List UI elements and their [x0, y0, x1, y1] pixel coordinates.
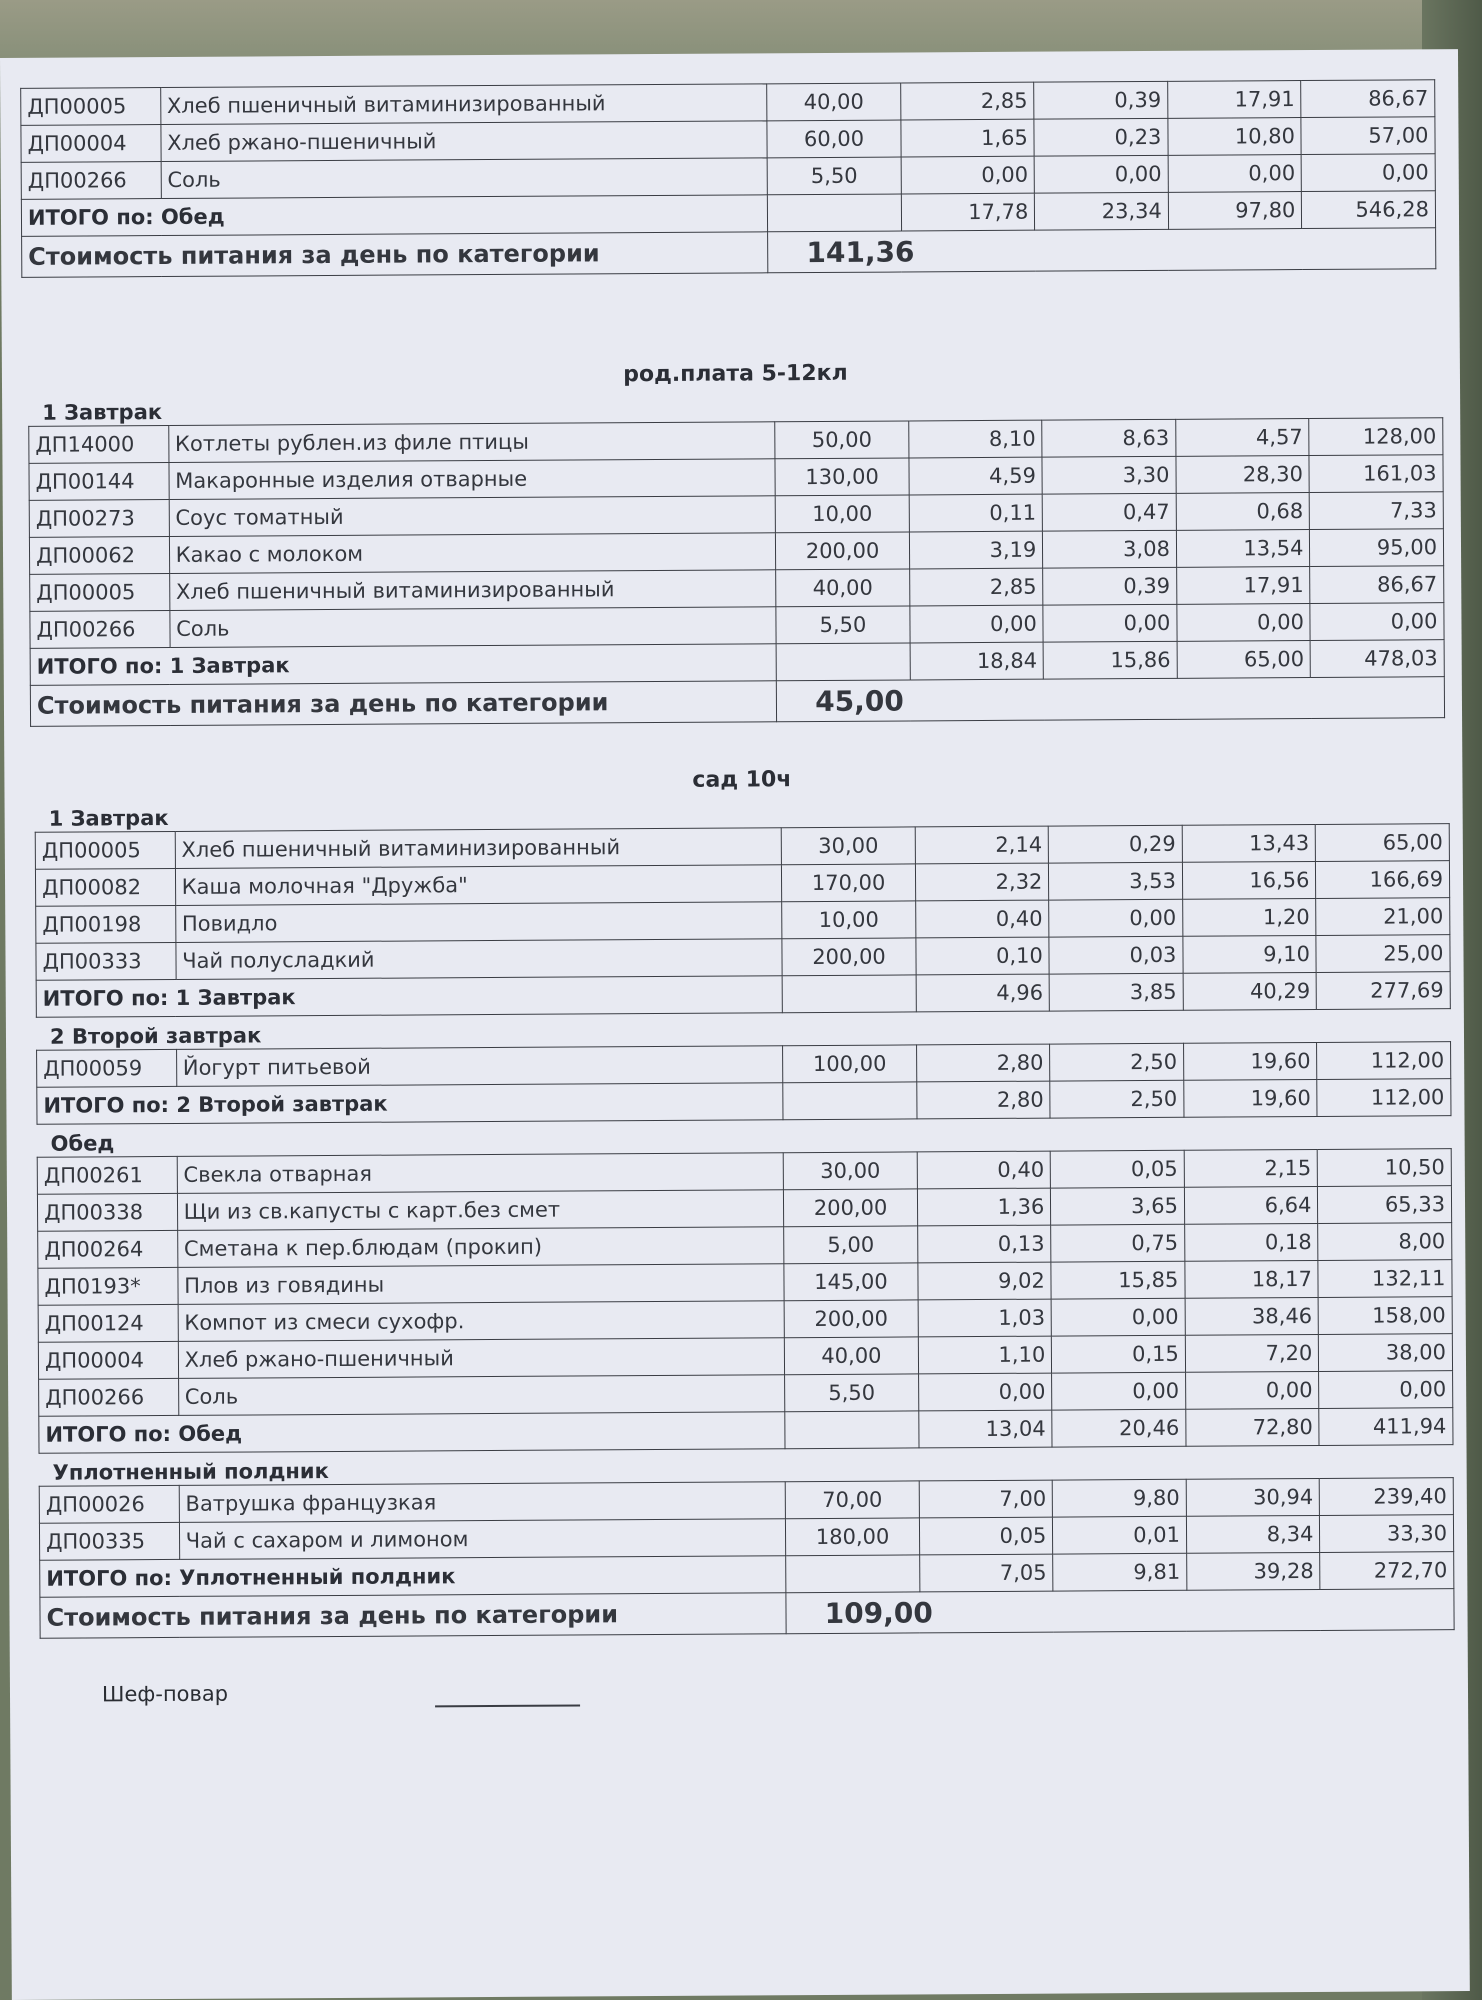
section-category-2 — [28, 349, 1445, 727]
item-protein: 1,10 — [918, 1336, 1052, 1374]
item-fat: 3,30 — [1042, 456, 1176, 494]
item-protein: 7,00 — [919, 1480, 1053, 1518]
item-code: ДП00273 — [29, 499, 169, 537]
item-fat: 9,80 — [1053, 1479, 1187, 1517]
item-fat: 8,63 — [1042, 419, 1176, 457]
item-code: ДП00338 — [37, 1193, 177, 1231]
item-fat: 0,00 — [1049, 899, 1183, 937]
meal-title: Обед — [50, 1131, 115, 1156]
menu-table — [39, 1477, 1455, 1639]
item-fat: 3,53 — [1049, 862, 1183, 900]
item-name: Какао с молоком — [169, 533, 776, 574]
item-name: Повидло — [175, 902, 782, 943]
item-carbs: 9,10 — [1183, 935, 1317, 973]
item-code: ДП00005 — [30, 573, 170, 611]
cost-row: Стоимость питания за день по категории 141,36 — [22, 228, 1436, 278]
item-weight: 40,00 — [767, 83, 901, 121]
item-energy: 33,30 — [1320, 1515, 1454, 1553]
category-title: сад 10ч — [692, 767, 792, 793]
item-name: Чай с сахаром и лимоном — [179, 1519, 786, 1560]
item-energy: 86,67 — [1310, 566, 1444, 604]
item-energy: 0,00 — [1310, 603, 1444, 641]
item-code: ДП00124 — [38, 1304, 178, 1342]
total-row: ИТОГО по: 1 Завтрак 18,84 15,86 65,00 478,03 — [30, 640, 1444, 686]
item-carbs: 0,00 — [1177, 604, 1311, 642]
item-name: Хлеб пшеничный витаминизированный — [169, 570, 776, 611]
item-energy: 21,00 — [1316, 898, 1450, 936]
menu-table — [37, 1148, 1454, 1454]
item-protein: 4,59 — [909, 457, 1043, 495]
item-energy: 0,00 — [1302, 154, 1436, 192]
item-name: Хлеб ржано-пшеничный — [161, 121, 768, 162]
item-protein: 0,10 — [916, 937, 1050, 975]
item-fat: 0,00 — [1052, 1372, 1186, 1410]
item-fat: 0,29 — [1049, 825, 1183, 863]
item-fat: 0,03 — [1049, 936, 1183, 974]
item-name: Ватрушка французкая — [179, 1482, 786, 1523]
item-carbs: 8,34 — [1186, 1515, 1320, 1553]
menu-table — [36, 1041, 1451, 1125]
item-carbs: 19,60 — [1183, 1042, 1317, 1080]
item-carbs: 6,64 — [1184, 1186, 1318, 1224]
item-code: ДП00004 — [21, 125, 161, 163]
item-weight: 40,00 — [776, 569, 910, 607]
item-carbs: 30,94 — [1186, 1478, 1320, 1516]
item-protein: 3,19 — [909, 531, 1043, 569]
item-fat: 0,00 — [1051, 1298, 1185, 1336]
item-weight: 200,00 — [776, 532, 910, 570]
item-fat: 0,00 — [1034, 155, 1168, 193]
item-weight: 50,00 — [775, 421, 909, 459]
item-code: ДП00333 — [36, 942, 176, 980]
item-protein: 1,03 — [918, 1299, 1052, 1337]
item-code: ДП00335 — [39, 1522, 179, 1560]
item-carbs: 2,15 — [1184, 1149, 1318, 1187]
item-fat: 2,50 — [1050, 1043, 1184, 1081]
item-protein: 2,80 — [916, 1044, 1050, 1082]
item-energy: 65,33 — [1318, 1186, 1452, 1224]
item-fat: 0,00 — [1043, 604, 1177, 642]
item-carbs: 18,17 — [1185, 1260, 1319, 1298]
item-weight: 60,00 — [767, 120, 901, 158]
item-code: ДП00005 — [21, 88, 161, 126]
item-name: Йогурт питьевой — [176, 1046, 783, 1087]
item-code: ДП00266 — [39, 1378, 179, 1416]
item-protein: 0,40 — [917, 1151, 1051, 1189]
item-code: ДП00026 — [39, 1485, 179, 1523]
item-weight: 5,50 — [767, 157, 901, 195]
menu-sheet — [0, 49, 1470, 2000]
item-name: Сметана к пер.блюдам (прокип) — [177, 1227, 784, 1268]
item-code: ДП14000 — [29, 425, 169, 463]
item-fat: 3,65 — [1051, 1187, 1185, 1225]
item-protein: 0,00 — [918, 1373, 1052, 1411]
item-energy: 95,00 — [1310, 529, 1444, 567]
item-code: ДП00264 — [38, 1230, 178, 1268]
item-energy: 128,00 — [1309, 418, 1443, 456]
total-row: ИТОГО по: Уплотненный полдник 7,05 9,81 39,28 272,70 — [40, 1552, 1454, 1598]
item-energy: 86,67 — [1301, 80, 1435, 118]
item-protein: 2,14 — [915, 826, 1049, 864]
item-carbs: 0,00 — [1168, 155, 1302, 193]
item-fat: 3,08 — [1043, 530, 1177, 568]
item-name: Макаронные изделия отварные — [169, 459, 776, 500]
item-weight: 30,00 — [783, 1152, 917, 1190]
item-energy: 132,11 — [1318, 1260, 1452, 1298]
item-name: Соль — [161, 158, 768, 199]
item-weight: 5,50 — [776, 606, 910, 644]
item-code: ДП00266 — [30, 610, 170, 648]
item-name: Свекла отварная — [177, 1153, 784, 1194]
item-weight: 200,00 — [784, 1300, 918, 1338]
item-name: Соль — [178, 1375, 785, 1416]
item-carbs: 1,20 — [1183, 898, 1317, 936]
item-code: ДП00062 — [29, 536, 169, 574]
item-weight: 180,00 — [786, 1518, 920, 1556]
item-code: ДП00082 — [35, 868, 175, 906]
item-energy: 25,00 — [1316, 935, 1450, 973]
total-row: ИТОГО по: Обед 17,78 23,34 97,80 546,28 — [21, 191, 1435, 237]
item-protein: 2,85 — [909, 568, 1043, 606]
item-energy: 112,00 — [1317, 1042, 1451, 1080]
menu-table — [35, 823, 1451, 1018]
item-code: ДП00261 — [37, 1156, 177, 1194]
item-weight: 145,00 — [784, 1263, 918, 1301]
item-carbs: 0,68 — [1176, 493, 1310, 531]
item-carbs: 10,80 — [1168, 118, 1302, 156]
item-name: Соус томатный — [169, 496, 776, 537]
item-weight: 200,00 — [782, 938, 916, 976]
item-fat: 0,05 — [1051, 1150, 1185, 1188]
item-protein: 0,00 — [901, 156, 1035, 194]
item-name: Котлеты рублен.из филе птицы — [168, 422, 775, 463]
item-name: Хлеб пшеничный витаминизированный — [160, 84, 767, 125]
item-energy: 0,00 — [1319, 1371, 1453, 1409]
item-code: ДП00144 — [29, 462, 169, 500]
item-carbs: 38,46 — [1185, 1297, 1319, 1335]
item-carbs: 13,43 — [1182, 824, 1316, 862]
item-carbs: 13,54 — [1176, 530, 1310, 568]
item-name: Плов из говядины — [178, 1264, 785, 1305]
item-energy: 57,00 — [1301, 117, 1435, 155]
item-energy: 10,50 — [1318, 1149, 1452, 1187]
meal-title: Уплотненный полдник — [52, 1459, 329, 1485]
menu-table — [28, 417, 1445, 727]
item-protein: 1,36 — [917, 1188, 1051, 1226]
item-weight: 30,00 — [781, 827, 915, 865]
item-carbs: 17,91 — [1177, 567, 1311, 605]
item-code: ДП00059 — [37, 1049, 177, 1087]
item-name: Соль — [170, 607, 777, 648]
meal-title: 2 Второй завтрак — [49, 1023, 262, 1049]
item-protein: 0,00 — [910, 605, 1044, 643]
item-protein: 9,02 — [918, 1262, 1052, 1300]
item-carbs: 7,20 — [1185, 1334, 1319, 1372]
item-name: Щи из св.капусты с карт.без смет — [177, 1190, 784, 1231]
item-protein: 0,13 — [917, 1225, 1051, 1263]
item-energy: 161,03 — [1309, 455, 1443, 493]
item-weight: 200,00 — [784, 1189, 918, 1227]
cost-row: Стоимость питания за день по категории 45,00 — [30, 677, 1444, 727]
item-code: ДП00004 — [38, 1341, 178, 1379]
item-name: Компот из смеси сухофр. — [178, 1301, 785, 1342]
item-name: Каша молочная "Дружба" — [175, 865, 782, 906]
item-energy: 239,40 — [1320, 1478, 1454, 1516]
item-protein: 0,40 — [915, 900, 1049, 938]
item-code: ДП00005 — [35, 831, 175, 869]
item-weight: 70,00 — [785, 1481, 919, 1519]
item-fat: 0,47 — [1043, 493, 1177, 531]
item-fat: 0,39 — [1043, 567, 1177, 605]
total-row: ИТОГО по: Обед 13,04 20,46 72,80 411,94 — [39, 1408, 1453, 1454]
item-code: ДП00266 — [21, 162, 161, 200]
item-weight: 10,00 — [782, 901, 916, 939]
chef-signature-label: Шеф-повар — [101, 1681, 229, 1707]
item-energy: 158,00 — [1319, 1297, 1453, 1335]
cost-row: Стоимость питания за день по категории 109,00 — [40, 1589, 1454, 1639]
item-name: Хлеб пшеничный витаминизированный — [175, 828, 782, 869]
item-weight: 10,00 — [775, 495, 909, 533]
item-code: ДП0193* — [38, 1267, 178, 1305]
item-carbs: 17,91 — [1168, 81, 1302, 119]
item-carbs: 28,30 — [1176, 456, 1310, 494]
item-code: ДП00198 — [36, 905, 176, 943]
item-name: Чай полусладкий — [176, 939, 783, 980]
item-weight: 40,00 — [785, 1337, 919, 1375]
category-title: род.плата 5-12кл — [623, 360, 848, 388]
item-carbs: 0,18 — [1185, 1223, 1319, 1261]
item-fat: 0,15 — [1052, 1335, 1186, 1373]
item-protein: 2,32 — [915, 863, 1049, 901]
item-protein: 2,85 — [900, 82, 1034, 120]
menu-table — [20, 79, 1436, 278]
item-weight: 130,00 — [775, 458, 909, 496]
item-weight: 5,50 — [785, 1374, 919, 1412]
section-lunch-part1 — [20, 79, 1436, 278]
item-protein: 8,10 — [909, 420, 1043, 458]
section-category-3 — [34, 755, 1454, 1639]
item-name: Хлеб ржано-пшеничный — [178, 1338, 785, 1379]
signature-line — [435, 1704, 580, 1707]
item-energy: 166,69 — [1316, 861, 1450, 899]
item-energy: 38,00 — [1319, 1334, 1453, 1372]
total-row: ИТОГО по: 1 Завтрак 4,96 3,85 40,29 277,69 — [36, 972, 1450, 1018]
item-weight: 170,00 — [782, 864, 916, 902]
item-energy: 65,00 — [1316, 824, 1450, 862]
item-fat: 0,75 — [1051, 1224, 1185, 1262]
item-carbs: 4,57 — [1176, 419, 1310, 457]
item-fat: 15,85 — [1051, 1261, 1185, 1299]
item-protein: 0,05 — [919, 1517, 1053, 1555]
item-fat: 0,01 — [1053, 1516, 1187, 1554]
item-carbs: 16,56 — [1182, 861, 1316, 899]
item-protein: 1,65 — [901, 119, 1035, 157]
item-fat: 0,23 — [1034, 118, 1168, 156]
item-protein: 0,11 — [909, 494, 1043, 532]
item-energy: 8,00 — [1318, 1223, 1452, 1261]
item-weight: 5,00 — [784, 1226, 918, 1264]
item-energy: 7,33 — [1310, 492, 1444, 530]
total-row: ИТОГО по: 2 Второй завтрак 2,80 2,50 19,60 112,00 — [37, 1079, 1451, 1125]
item-fat: 0,39 — [1034, 81, 1168, 119]
item-weight: 100,00 — [783, 1045, 917, 1083]
meal-title: 1 Завтрак — [42, 400, 163, 425]
item-carbs: 0,00 — [1185, 1371, 1319, 1409]
meal-title: 1 Завтрак — [48, 805, 169, 831]
